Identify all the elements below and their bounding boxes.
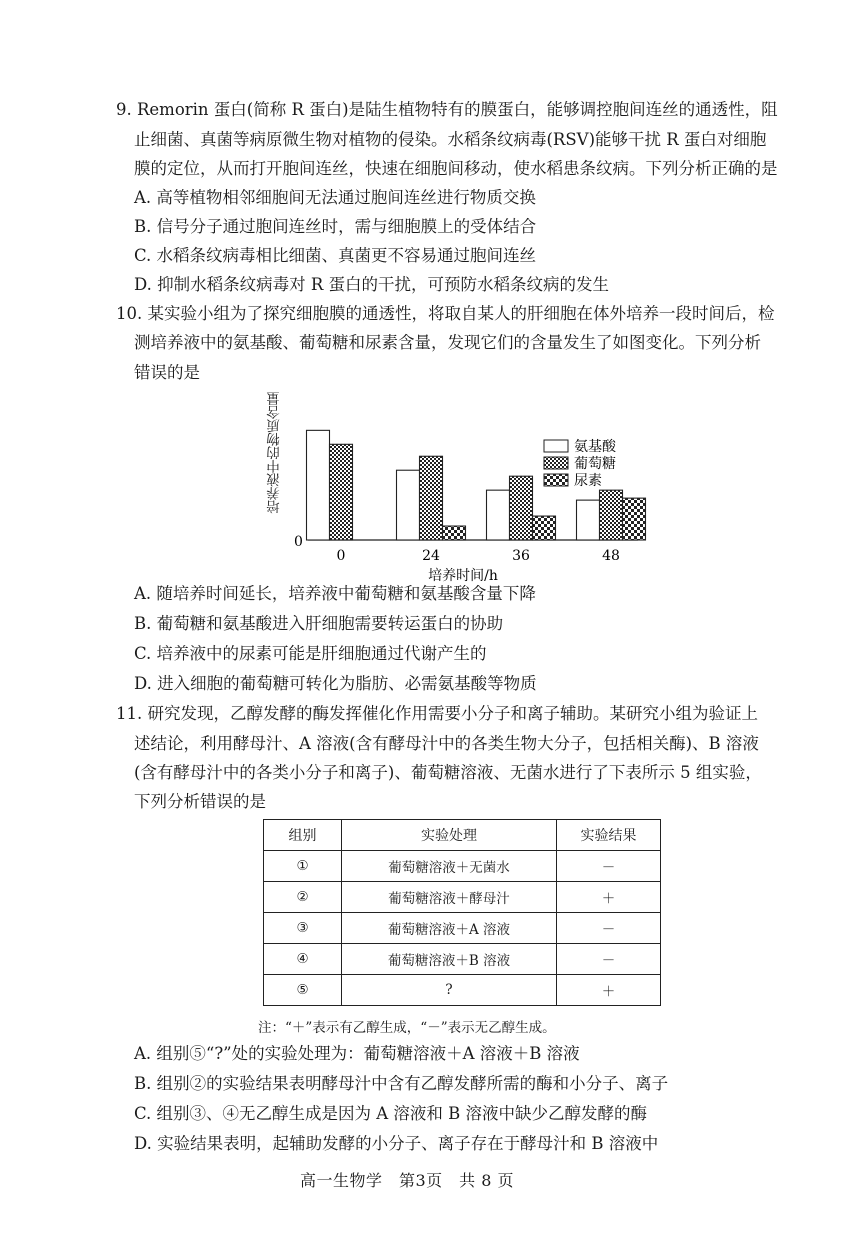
q10-stem-line-2: 测培养液中的氨基酸、葡萄糖和尿素含量，发现它们的含量发生了如图变化。下列分析 (134, 333, 761, 352)
q9-option-d: D. 抑制水稻条纹病毒对 R 蛋白的干扰，可预防水稻条纹病的发生 (134, 275, 610, 294)
x-tick-label: 36 (512, 548, 530, 564)
q11-option-b: B. 组别②的实验结果表明酵母汁中含有乙醇发酵所需的酶和小分子、离子 (134, 1074, 669, 1093)
table-cell-treatment: 葡萄糖溶液＋酵母汁 (342, 882, 557, 913)
q11-stem-line-1: 11. 研究发现，乙醇发酵的酶发挥催化作用需要小分子和离子辅助。某研究小组为验证上 (116, 704, 758, 723)
legend-label: 尿素 (574, 473, 602, 489)
table-row (264, 913, 661, 944)
legend-swatch (544, 474, 568, 486)
q10-stem-line-1: 10. 某实验小组为了探究细胞膜的通透性，将取自某人的肝细胞在体外培养一段时间后，检 (116, 304, 775, 323)
table-cell-result: ＋ (557, 882, 661, 913)
bar-葡萄糖-48 (600, 490, 623, 540)
table-header: 组别 (264, 820, 342, 851)
q11-option-d: D. 实验结果表明，起辅助发酵的小分子、离子存在于酵母汁和 B 溶液中 (134, 1134, 659, 1153)
bar-葡萄糖-0 (330, 444, 353, 540)
experiment-table (263, 819, 661, 1006)
legend-swatch (544, 440, 568, 452)
q9-stem-line-1: 9. Remorin 蛋白(简称 R 蛋白)是陆生植物特有的膜蛋白，能够调控胞间连丝的通透性，阻 (116, 100, 778, 119)
bar-氨基酸-48 (577, 500, 600, 540)
bar-尿素-36 (533, 516, 556, 540)
q10-option-a: A. 随培养时间延长，培养液中葡萄糖和氨基酸含量下降 (134, 584, 536, 603)
q9-option-b: B. 信号分子通过胞间连丝时，需与细胞膜上的受体结合 (134, 217, 537, 236)
bar-氨基酸-36 (487, 490, 510, 540)
table-header-row (264, 820, 661, 851)
table-row (264, 851, 661, 882)
bar-尿素-48 (623, 498, 646, 540)
q10-option-c: C. 培养液中的尿素可能是肝细胞通过代谢产生的 (134, 644, 487, 663)
q11-stem-line-2: 述结论，利用酵母汁、A 溶液(含有酵母汁中的各类生物大分子，包括相关酶)、B 溶液 (134, 734, 759, 753)
table-cell-result: － (557, 944, 661, 975)
q9-option-c: C. 水稻条纹病毒相比细菌、真菌更不容易通过胞间连丝 (134, 246, 537, 265)
q10-stem-line-3: 错误的是 (134, 363, 200, 382)
x-axis-label: 培养时间/h (428, 568, 498, 584)
legend-label: 葡萄糖 (574, 456, 616, 472)
bar-尿素-24 (443, 526, 466, 540)
bar-chart (268, 392, 648, 582)
table-row (264, 882, 661, 913)
table-header: 实验处理 (342, 820, 557, 851)
table-cell-result: － (557, 913, 661, 944)
x-tick-label: 24 (422, 548, 440, 564)
q10-option-d: D. 进入细胞的葡萄糖可转化为脂肪、必需氨基酸等物质 (134, 674, 537, 693)
origin-label: 0 (294, 534, 303, 550)
x-tick-label: 48 (602, 548, 620, 564)
q11-stem-line-4: 下列分析错误的是 (134, 792, 266, 811)
table-cell-treatment: ? (342, 975, 557, 1006)
q9-option-a: A. 高等植物相邻细胞间无法通过胞间连丝进行物质交换 (134, 188, 536, 207)
q11-stem-line-3: (含有酵母汁中的各类小分子和离子)、葡萄糖溶液、无菌水进行了下表所示 5 组实验， (134, 763, 762, 782)
table-cell-group: ② (264, 882, 342, 913)
q10-option-b: B. 葡萄糖和氨基酸进入肝细胞需要转运蛋白的协助 (134, 614, 504, 633)
q11-option-c: C. 组别③、④无乙醇生成是因为 A 溶液和 B 溶液中缺少乙醇发酵的酶 (134, 1104, 648, 1123)
page-footer: 高一生物学 第3页 共 8 页 (300, 1171, 515, 1190)
bar-氨基酸-24 (397, 470, 420, 540)
table-cell-treatment: 葡萄糖溶液＋A 溶液 (342, 913, 557, 944)
table-note: 注：“＋”表示有乙醇生成，“－”表示无乙醇生成。 (258, 1020, 556, 1036)
table-row (264, 975, 661, 1006)
q9-stem-line-3: 膜的定位，从而打开胞间连丝，快速在细胞间移动，使水稻患条纹病。下列分析正确的是 (134, 159, 778, 178)
table-cell-group: ④ (264, 944, 342, 975)
table-cell-result: － (557, 851, 661, 882)
table-cell-treatment: 葡萄糖溶液＋无菌水 (342, 851, 557, 882)
bar-葡萄糖-36 (510, 476, 533, 540)
table-row (264, 944, 661, 975)
table-cell-result: ＋ (557, 975, 661, 1006)
table-cell-treatment: 葡萄糖溶液＋B 溶液 (342, 944, 557, 975)
table-header: 实验结果 (557, 820, 661, 851)
table-cell-group: ⑤ (264, 975, 342, 1006)
x-tick-label: 0 (336, 548, 346, 564)
bar-氨基酸-0 (307, 430, 330, 540)
table-cell-group: ① (264, 851, 342, 882)
table-cell-group: ③ (264, 913, 342, 944)
q11-option-a: A. 组别⑤“?”处的实验处理为：葡萄糖溶液＋A 溶液＋B 溶液 (134, 1044, 580, 1063)
legend-swatch (544, 457, 568, 469)
bar-葡萄糖-24 (420, 456, 443, 540)
q9-stem-line-2: 止细菌、真菌等病原微生物对植物的侵染。水稻条纹病毒(RSV)能够干扰 R 蛋白对细胞 (134, 130, 767, 149)
legend-label: 氨基酸 (574, 439, 616, 455)
chart-ylabel: 培养液中的物质含量 (267, 392, 283, 514)
bar-chart-svg (268, 392, 648, 582)
